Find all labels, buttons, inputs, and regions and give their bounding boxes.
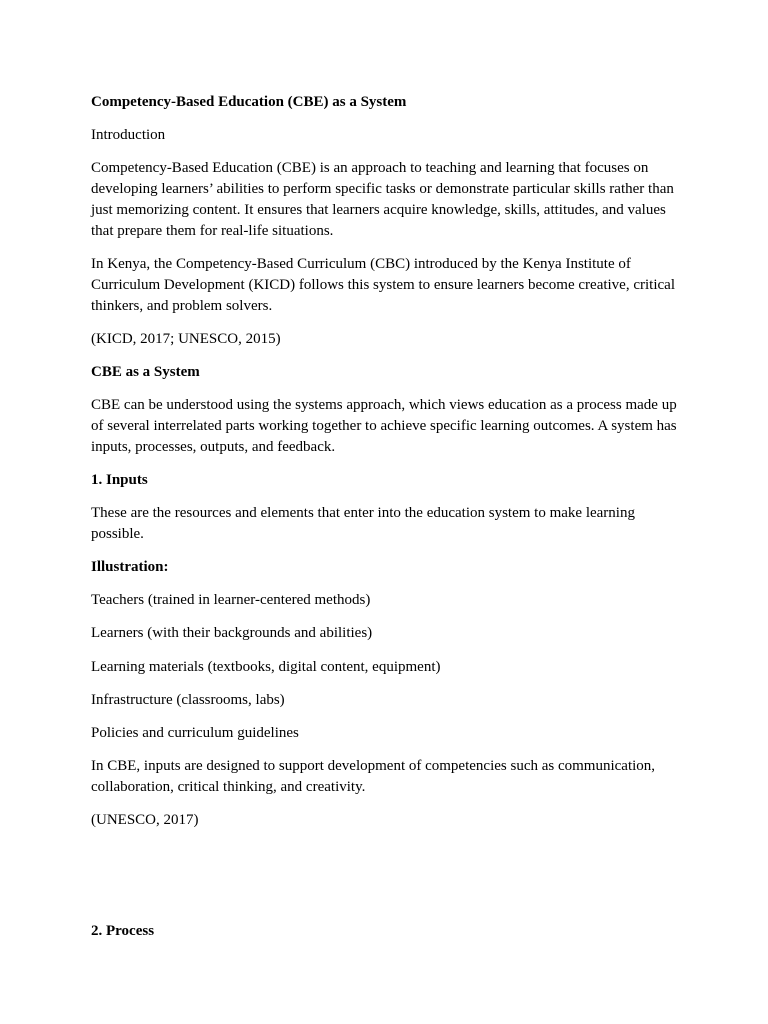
document-page <box>91 92 683 955</box>
list-item: Learners (with their backgrounds and abilities) <box>91 625 373 642</box>
inputs-summary-paragraph: In CBE, inputs are designed to support development of competencies such as communication, collaboration, critical thinking, and creativity. <box>91 758 656 795</box>
document-title: Competency-Based Education (CBE) as a System <box>91 94 407 110</box>
intro-paragraph-2: In Kenya, the Competency-Based Curriculum (CBC) introduced by the Kenya Institute of Curriculum Development (KICD) follows this system to ensure learners become creative, critical thinkers, and problem solvers. <box>91 255 675 314</box>
intro-citation: (KICD, 2017; UNESCO, 2015) <box>91 330 281 347</box>
list-item: Learning materials (textbooks, digital content, equipment) <box>91 658 441 675</box>
inputs-citation: (UNESCO, 2017) <box>91 812 199 829</box>
section-heading-introduction: Introduction <box>91 127 166 144</box>
section-heading-process: 2. Process <box>91 923 155 940</box>
illustration-label: Illustration: <box>91 559 169 576</box>
inputs-paragraph: These are the resources and elements that enter into the education system to make learning possible. <box>91 505 635 542</box>
section-heading-cbe-system: CBE as a System <box>91 363 200 380</box>
list-item: Policies and curriculum guidelines <box>91 725 299 741</box>
blank-space <box>91 843 683 921</box>
list-item: Infrastructure (classrooms, labs) <box>91 691 285 708</box>
list-item: Teachers (trained in learner-centered methods) <box>91 592 371 609</box>
section-heading-inputs: 1. Inputs <box>91 471 148 488</box>
system-paragraph: CBE can be understood using the systems approach, which views education as a process made up of several interrelated parts working together to achieve specific learning outcomes. A system has inputs, processes, outputs, and feedback. <box>91 397 677 455</box>
intro-paragraph-1: Competency-Based Education (CBE) is an approach to teaching and learning that focuses on developing learners’ abilities to perform specific tasks or demonstrate particular skills rather than just memorizing content. It ensures that learners acquire knowledge, skills, attitudes, and values that prepare them for real-life situations. <box>91 160 674 239</box>
